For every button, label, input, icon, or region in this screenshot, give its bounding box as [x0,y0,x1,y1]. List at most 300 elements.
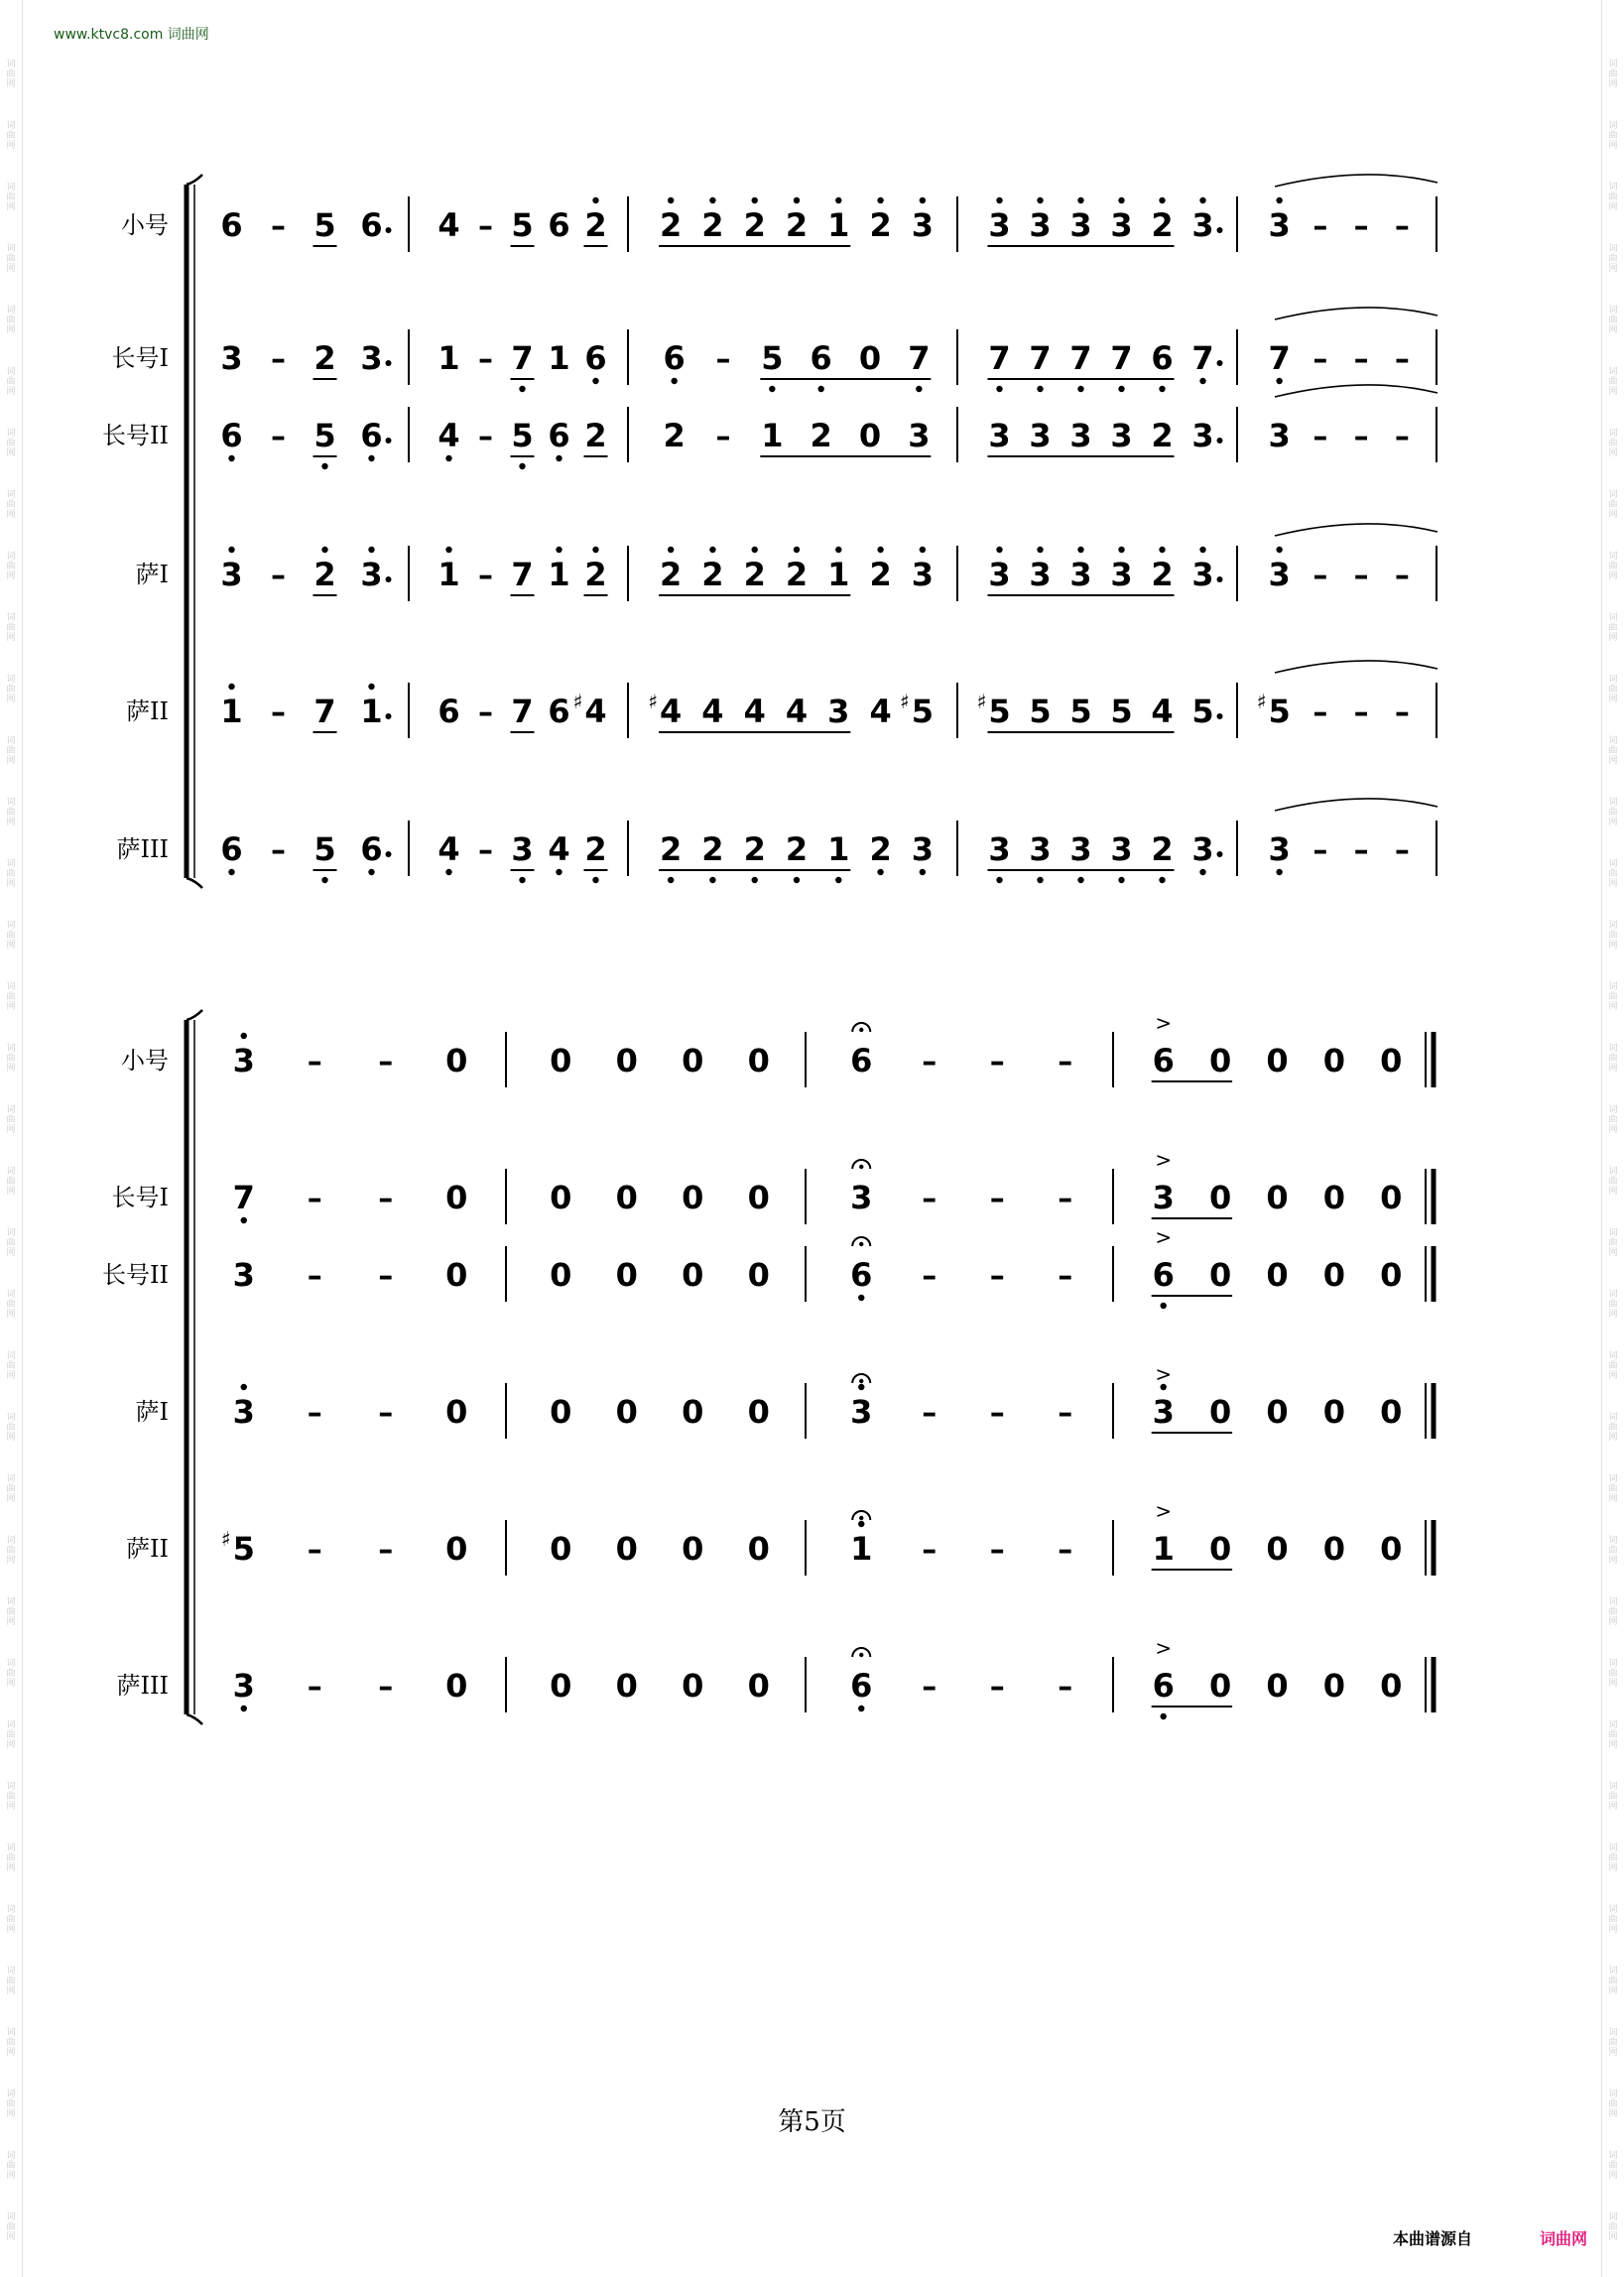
sustain-dash: – [378,1533,394,1568]
note-digit: 0 [615,1256,638,1294]
low-octave-dot [1159,877,1165,883]
sustain-dash: – [307,1182,322,1216]
sharp-sign: ♯ [572,690,583,713]
note-digit: 6 [220,830,243,868]
low-octave-dot [321,877,327,883]
low-octave-dot [794,877,800,883]
note-digit: 0 [1266,1179,1289,1216]
note-digit: 0 [550,1393,572,1431]
note-digit: 6 [1152,1667,1175,1705]
note-digit: 6 [663,339,686,377]
note-digit: 1 [548,556,570,593]
sustain-dash: – [1353,696,1369,730]
watermark-mark: 词 曲 网 [6,306,16,335]
note-digit: 1 [220,693,243,730]
note-digit: 3 [850,1393,873,1431]
watermark-mark: 词 曲 网 [6,2151,16,2181]
note-digit: 0 [615,1530,638,1568]
note-digit: 2 [701,556,724,593]
sharp-sign: ♯ [220,1527,231,1551]
high-octave-dot [1118,197,1124,203]
low-octave-dot [1276,869,1282,875]
note-digit: 3 [908,417,931,454]
watermark-mark: 词 曲 网 [6,613,16,643]
note-digit: 6 [360,417,383,454]
note-digit: 3 [1029,417,1052,454]
sustain-dash: – [378,1396,394,1431]
note-digit: 1 [1152,1530,1175,1568]
fermata-dot [859,1379,863,1383]
watermark-mark: 词 曲 网 [6,1536,16,1566]
sustain-dash: – [1312,342,1328,377]
note-digit: 3 [911,830,934,868]
watermark-mark: 词 曲 网 [1608,1228,1618,1258]
note-digit: 1 [827,830,850,868]
sustain-dash: – [1394,420,1410,454]
part-name: 长号II [102,1261,169,1289]
note-digit: 3 [1029,556,1052,593]
note-digit: 7 [511,556,534,593]
sustain-dash: – [271,209,286,244]
sustain-dash: – [478,696,493,730]
system-brace-bottom [187,1714,202,1724]
watermark-mark: 词 曲 网 [1608,306,1618,335]
high-octave-dot [794,547,800,553]
low-octave-dot [519,463,525,469]
sustain-dash: – [378,1182,394,1216]
low-octave-dot [817,386,823,392]
part-name: 萨I [135,1398,169,1426]
note-digit: 1 [827,206,850,244]
sustain-dash: – [271,420,286,454]
note-digit: 4 [437,206,460,244]
note-digit: 0 [1322,1042,1346,1079]
sustain-dash: – [1058,1533,1073,1568]
note-digit: 0 [747,1667,770,1705]
low-octave-dot [1077,386,1083,392]
high-octave-dot [556,547,562,553]
sustain-dash: – [989,1182,1005,1216]
watermark-mark: 词 曲 网 [1608,2151,1618,2181]
high-octave-dot [668,547,674,553]
sustain-dash: – [1353,833,1369,868]
note-digit: 0 [550,1530,572,1568]
note-digit: 0 [1380,1179,1403,1216]
note-digit: 2 [1151,830,1174,868]
note-digit: 7 [1110,339,1133,377]
note-digit: 0 [1322,1256,1346,1294]
watermark-mark: 词 曲 网 [6,1474,16,1504]
watermark-mark: 词 曲 网 [1608,1597,1618,1627]
watermark-mark: 词 曲 网 [1608,1044,1618,1074]
note-digit: 3 [1029,830,1052,868]
part-name: 长号I [111,344,169,372]
note-digit: 0 [682,1042,704,1079]
note-digit: 3 [1191,206,1214,244]
note-digit: 2 [313,339,336,377]
note-digit: 6 [584,339,607,377]
note-digit: 2 [869,556,892,593]
note-digit: 4 [701,693,724,730]
augmentation-dot [386,851,392,857]
watermark-mark: 词 曲 网 [6,859,16,889]
watermark-mark: 词 曲 网 [1608,1659,1618,1689]
note-digit: 0 [1208,1256,1232,1294]
accent-mark: > [1155,1225,1173,1249]
low-octave-dot [592,378,598,384]
note-digit: 7 [908,339,931,377]
tie-arc [1275,308,1437,319]
sustain-dash: – [922,1533,937,1568]
watermark-mark: 词 曲 网 [6,1167,16,1197]
watermark-mark: 词 曲 网 [1608,1843,1618,1873]
site-header: www.ktvc8.com 词曲网 [54,27,209,43]
part-name: 小号 [121,211,169,239]
note-digit: 7 [988,339,1011,377]
low-octave-dot [1077,877,1083,883]
note-digit: 1 [827,556,850,593]
note-digit: 4 [869,693,892,730]
part-name: 萨I [135,561,169,588]
note-digit: 3 [1268,417,1291,454]
sustain-dash: – [1394,342,1410,377]
sustain-dash: – [307,1670,322,1705]
high-octave-dot [877,197,883,203]
watermark-mark: 词 曲 网 [6,244,16,274]
high-octave-dot [228,547,234,553]
note-digit: 5 [313,830,336,868]
watermark-mark: 词 曲 网 [6,1290,16,1320]
note-digit: 5 [911,693,934,730]
augmentation-dot [1217,576,1223,582]
note-digit: 0 [1380,1042,1403,1079]
watermark-mark: 词 曲 网 [6,183,16,212]
tie-arc [1275,175,1437,187]
note-digit: 0 [445,1179,468,1216]
note-digit: 6 [850,1042,873,1079]
watermark-mark: 词 曲 网 [6,367,16,397]
note-digit: 2 [1151,206,1174,244]
note-digit: 7 [511,339,534,377]
watermark-mark: 词 曲 网 [6,675,16,704]
note-digit: 2 [701,830,724,868]
low-octave-dot [1161,1303,1167,1309]
note-digit: 0 [1322,1179,1346,1216]
note-digit: 0 [747,1042,770,1079]
note-digit: 7 [1268,339,1291,377]
watermark-mark: 词 曲 网 [1608,490,1618,520]
note-digit: 4 [743,693,766,730]
note-digit: 3 [1110,417,1133,454]
note-digit: 2 [743,206,766,244]
sustain-dash: – [922,1259,937,1294]
note-digit: 5 [232,1530,255,1568]
high-octave-dot [241,1384,247,1390]
sustain-dash: – [989,1396,1005,1431]
note-digit: 0 [1380,1393,1403,1431]
watermark-mark: 词 曲 网 [1608,2028,1618,2058]
sustain-dash: – [378,1259,394,1294]
note-digit: 0 [1266,1393,1289,1431]
fermata-dot [859,1028,863,1032]
note-digit: 3 [1191,417,1214,454]
note-digit: 3 [988,556,1011,593]
watermark-mark: 词 曲 网 [1608,1167,1618,1197]
system-brace-bottom [187,878,202,888]
note-digit: 5 [313,417,336,454]
note-digit: 2 [810,417,832,454]
note-digit: 3 [1268,206,1291,244]
watermark-mark: 词 曲 网 [1608,2089,1618,2119]
watermark-mark: 词 曲 网 [1608,183,1618,212]
note-digit: 2 [584,556,607,593]
note-digit: 0 [1208,1179,1232,1216]
sustain-dash: – [1058,1670,1073,1705]
sustain-dash: – [1312,559,1328,593]
sustain-dash: – [1353,209,1369,244]
note-digit: 0 [1208,1530,1232,1568]
low-octave-dot [668,877,674,883]
low-octave-dot [1199,869,1205,875]
note-digit: 0 [1208,1667,1232,1705]
watermark-mark: 词 曲 网 [1608,2213,1618,2242]
note-digit: 3 [1110,830,1133,868]
note-digit: 3 [1110,556,1133,593]
note-digit: 0 [445,1667,468,1705]
sustain-dash: – [989,1045,1005,1079]
note-digit: 7 [1029,339,1052,377]
note-digit: 5 [1268,693,1291,730]
accent-mark: > [1155,1636,1173,1660]
tie-arc [1275,661,1437,673]
note-digit: 3 [1152,1179,1175,1216]
note-digit: 3 [220,556,243,593]
note-digit: 0 [1266,1256,1289,1294]
note-digit: 0 [747,1256,770,1294]
note-digit: 0 [1322,1667,1346,1705]
high-octave-dot [1159,197,1165,203]
note-digit: 3 [232,1042,255,1079]
note-digit: 2 [663,417,686,454]
note-digit: 3 [827,693,850,730]
low-octave-dot [519,877,525,883]
watermark-mark: 词 曲 网 [6,1351,16,1381]
note-digit: 0 [550,1042,572,1079]
note-digit: 6 [1152,1256,1175,1294]
tie-arc [1275,524,1437,536]
high-octave-dot [835,547,841,553]
watermark-mark: 词 曲 网 [1608,367,1618,397]
high-octave-dot [752,197,758,203]
high-octave-dot [1037,197,1043,203]
note-digit: 0 [445,1530,468,1568]
note-digit: 2 [660,556,683,593]
note-digit: 3 [988,417,1011,454]
low-octave-dot [1118,386,1124,392]
note-digit: 7 [1191,339,1214,377]
note-digit: 0 [1266,1042,1289,1079]
low-octave-dot [519,386,525,392]
augmentation-dot [386,360,392,366]
note-digit: 7 [1069,339,1092,377]
note-digit: 4 [584,693,607,730]
sustain-dash: – [478,342,493,377]
augmentation-dot [1217,438,1223,443]
sustain-dash: – [1394,833,1410,868]
high-octave-dot [368,547,374,553]
high-octave-dot [1077,547,1083,553]
sustain-dash: – [271,342,286,377]
note-digit: 6 [1151,339,1174,377]
note-digit: 2 [785,830,809,868]
high-octave-dot [228,684,234,690]
accent-mark: > [1155,1148,1173,1172]
note-digit: 6 [1152,1042,1175,1079]
note-digit: 3 [1110,206,1133,244]
note-digit: 2 [785,206,809,244]
part-name: 萨II [126,1535,169,1563]
note-digit: 0 [445,1393,468,1431]
high-octave-dot [1037,547,1043,553]
note-digit: 5 [1110,693,1133,730]
low-octave-dot [556,455,562,461]
part-name: 长号I [111,1184,169,1211]
watermark-mark: 词 曲 网 [6,2213,16,2242]
part-name: 萨III [116,835,169,863]
low-octave-dot [1118,877,1124,883]
note-digit: 1 [850,1530,873,1568]
note-digit: 0 [858,417,882,454]
sustain-dash: – [989,1259,1005,1294]
tie-arc [1275,385,1437,397]
note-digit: 0 [682,1393,704,1431]
augmentation-dot [1217,227,1223,233]
low-octave-dot [835,877,841,883]
watermark-mark: 词 曲 网 [6,552,16,581]
note-digit: 2 [660,830,683,868]
low-octave-dot [1161,1713,1167,1719]
note-digit: 6 [548,206,570,244]
note-digit: 0 [1208,1042,1232,1079]
note-digit: 4 [437,830,460,868]
note-digit: 6 [850,1667,873,1705]
low-octave-dot [916,386,922,392]
high-octave-dot [368,684,374,690]
low-octave-dot [368,869,374,875]
high-octave-dot [996,547,1002,553]
watermark-mark: 词 曲 网 [1608,1105,1618,1135]
note-digit: 0 [1380,1530,1403,1568]
watermark-mark: 词 曲 网 [1608,736,1618,766]
note-digit: 0 [615,1393,638,1431]
note-digit: 6 [220,417,243,454]
sustain-dash: – [715,420,731,454]
watermark-mark: 词 曲 网 [6,1105,16,1135]
note-digit: 5 [1069,693,1092,730]
sustain-dash: – [271,559,286,593]
low-octave-dot [445,869,451,875]
note-digit: 3 [911,206,934,244]
low-octave-dot [1199,378,1205,384]
sustain-dash: – [1353,342,1369,377]
high-octave-dot [445,547,451,553]
low-octave-dot [752,877,758,883]
watermark-mark: 词 曲 网 [1608,1905,1618,1935]
note-digit: 0 [858,339,882,377]
sustain-dash: – [1312,420,1328,454]
note-digit: 6 [220,206,243,244]
sustain-dash: – [922,1396,937,1431]
low-octave-dot [592,877,598,883]
high-octave-dot [1276,547,1282,553]
note-digit: 3 [1069,206,1092,244]
high-octave-dot [752,547,758,553]
note-digit: 6 [810,339,832,377]
watermark-mark: 词 曲 网 [6,982,16,1012]
watermark-mark: 词 曲 网 [6,921,16,950]
note-digit: 0 [1266,1667,1289,1705]
note-digit: 3 [1191,556,1214,593]
watermark-mark: 词 曲 网 [6,1659,16,1689]
low-octave-dot [241,1706,247,1711]
sustain-dash: – [307,1396,322,1431]
watermark-mark: 词 曲 网 [6,798,16,827]
low-octave-dot [228,869,234,875]
high-octave-dot [241,1033,247,1039]
note-digit: 6 [437,693,460,730]
low-octave-dot [877,869,883,875]
low-octave-dot [769,386,775,392]
watermark-mark: 词 曲 网 [6,429,16,458]
sustain-dash: – [922,1045,937,1079]
high-octave-dot [920,547,926,553]
augmentation-dot [1217,360,1223,366]
sustain-dash: – [307,1045,322,1079]
note-digit: 2 [584,830,607,868]
note-digit: 3 [360,339,383,377]
note-digit: 0 [682,1256,704,1294]
sharp-sign: ♯ [976,690,987,713]
sustain-dash: – [378,1670,394,1705]
note-digit: 6 [548,693,570,730]
augmentation-dot [1217,713,1223,719]
note-digit: 5 [511,417,534,454]
watermark-mark: 词 曲 网 [6,2089,16,2119]
note-digit: 2 [701,206,724,244]
sustain-dash: – [922,1670,937,1705]
watermark-mark: 词 曲 网 [1608,1351,1618,1381]
note-digit: 0 [550,1667,572,1705]
low-octave-dot [321,463,327,469]
watermark-mark: 词 曲 网 [6,736,16,766]
augmentation-dot [386,438,392,443]
sustain-dash: – [1353,420,1369,454]
note-digit: 0 [1322,1393,1346,1431]
low-octave-dot [241,1217,247,1223]
sustain-dash: – [478,559,493,593]
sustain-dash: – [922,1182,937,1216]
sustain-dash: – [1312,696,1328,730]
note-digit: 2 [743,830,766,868]
sustain-dash: – [715,342,731,377]
fermata-dot [859,1165,863,1169]
note-digit: 2 [313,556,336,593]
watermark-mark: 词 曲 网 [1608,613,1618,643]
high-octave-dot [709,547,715,553]
sharp-sign: ♯ [648,690,658,713]
note-digit: 6 [548,417,570,454]
watermark-mark: 词 曲 网 [6,2028,16,2058]
